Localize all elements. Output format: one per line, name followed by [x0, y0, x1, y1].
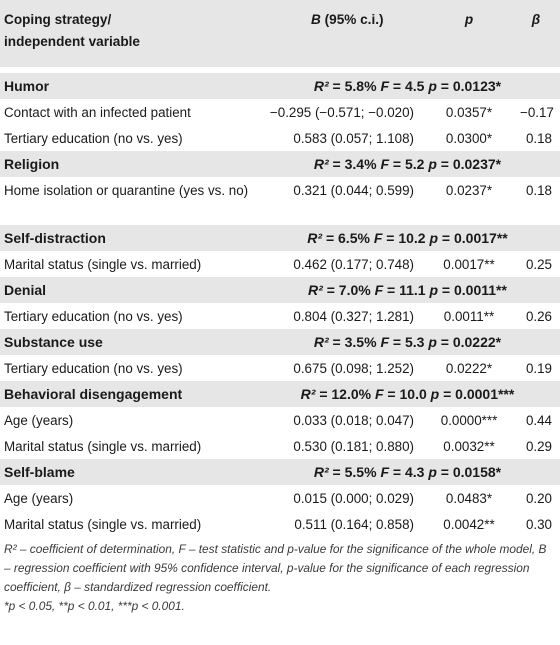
p-value: 0.0357*	[445, 104, 493, 120]
coping-strategy-name: Religion	[4, 156, 60, 172]
b-coefficient-ci: 0.015 (0.000; 0.029)	[293, 490, 414, 506]
p-value: 0.0237*	[445, 183, 493, 198]
model-statistics: R² = 6.5% F = 10.2 p = 0.0017**	[307, 230, 508, 246]
table-row	[0, 407, 560, 433]
section-row	[0, 277, 560, 303]
table-row	[0, 355, 560, 381]
table-header	[0, 0, 560, 73]
header-variable	[0, 0, 255, 67]
beta-coefficient: 0.20	[525, 490, 552, 506]
coping-strategy-name: Denial	[4, 282, 47, 298]
header-row	[0, 0, 560, 67]
independent-variable: Tertiary education (no vs. yes)	[4, 308, 183, 324]
b-coefficient-ci: 0.462 (0.177; 0.748)	[293, 256, 414, 272]
coping-strategy-name: Humor	[4, 78, 50, 94]
beta-coefficient: 0.18	[525, 183, 552, 198]
footnote-definitions: R² – coefficient of determination, F – test statistic and p-value for the significance of the whole model, B – regression coefficient with 95% confidence interval, p-value for the significance of each regression coefficient, β – standardized regression coefficient.	[4, 542, 547, 594]
model-statistics: R² = 5.5% F = 4.3 p = 0.0158*	[313, 464, 502, 480]
independent-variable: Age (years)	[4, 412, 74, 428]
b-coefficient-ci: 0.033 (0.018; 0.047)	[293, 412, 414, 428]
b-coefficient-ci: 0.321 (0.044; 0.599)	[293, 183, 414, 198]
p-value: 0.0000***	[440, 412, 498, 428]
b-coefficient-ci: −0.295 (−0.571; −0.020)	[269, 104, 414, 120]
independent-variable: Marital status (single vs. married)	[4, 256, 202, 272]
coping-strategy-name: Behavioral disengagement	[4, 386, 183, 402]
b-coefficient-ci: 0.530 (0.181; 0.880)	[293, 438, 414, 454]
beta-coefficient: 0.26	[525, 308, 552, 324]
p-value: 0.0300*	[445, 130, 493, 146]
independent-variable: Marital status (single vs. married)	[4, 438, 202, 454]
model-statistics: R² = 5.8% F = 4.5 p = 0.0123*	[313, 78, 502, 94]
table-row	[0, 303, 560, 329]
b-coefficient-ci: 0.804 (0.327; 1.281)	[293, 308, 414, 324]
b-coefficient-ci: 0.675 (0.098; 1.252)	[293, 360, 414, 376]
b-coefficient-ci: 0.511 (0.164; 0.858)	[294, 516, 414, 532]
independent-variable: Home isolation or quarantine (yes vs. no)	[4, 183, 249, 198]
beta-coefficient: 0.29	[525, 438, 552, 454]
beta-coefficient: 0.30	[525, 516, 552, 532]
header-b-symbol: B	[311, 12, 321, 27]
section-row	[0, 225, 560, 251]
beta-coefficient: 0.18	[525, 130, 552, 146]
p-value: 0.0042**	[443, 516, 495, 532]
independent-variable: Tertiary education (no vs. yes)	[4, 130, 183, 146]
p-value: 0.0483*	[445, 490, 493, 506]
coping-strategy-name: Substance use	[4, 334, 103, 350]
header-p: p	[464, 12, 474, 27]
p-value: 0.0222*	[445, 360, 493, 376]
section-row	[0, 151, 560, 177]
header-b-ci-text: (95% c.i.)	[320, 12, 384, 27]
table-row	[0, 485, 560, 511]
beta-coefficient: 0.44	[525, 412, 552, 428]
header-beta: β	[531, 12, 541, 27]
table-footnote	[4, 540, 556, 616]
independent-variable: Age (years)	[4, 490, 74, 506]
beta-coefficient: 0.25	[525, 256, 552, 272]
b-coefficient-ci: 0.583 (0.057; 1.108)	[293, 130, 414, 146]
table-row	[0, 433, 560, 459]
table-row	[0, 177, 560, 225]
header-variable-line2: independent variable	[4, 34, 140, 49]
coping-strategy-name: Self-distraction	[4, 230, 106, 246]
model-statistics: R² = 3.5% F = 5.3 p = 0.0222*	[313, 334, 502, 350]
beta-coefficient: −0.17	[520, 104, 554, 120]
independent-variable: Contact with an infected patient	[4, 104, 191, 120]
model-statistics: R² = 7.0% F = 11.1 p = 0.0011**	[308, 282, 507, 298]
section-row	[0, 329, 560, 355]
model-statistics: R² = 3.4% F = 5.2 p = 0.0237*	[313, 156, 502, 172]
section-row	[0, 73, 560, 99]
p-value: 0.0011**	[443, 308, 495, 324]
table-row	[0, 251, 560, 277]
table-body	[0, 73, 560, 537]
coping-strategy-name: Self-blame	[4, 464, 75, 480]
p-value: 0.0017**	[443, 256, 495, 272]
table-row	[0, 511, 560, 537]
section-row	[0, 459, 560, 485]
beta-coefficient: 0.19	[525, 360, 552, 376]
footnote-significance: *p < 0.05, **p < 0.01, ***p < 0.001.	[4, 599, 185, 613]
independent-variable: Tertiary education (no vs. yes)	[4, 360, 183, 376]
p-value: 0.0032**	[443, 438, 495, 454]
header-variable-line1: Coping strategy/	[4, 12, 112, 27]
table-row	[0, 125, 560, 151]
model-statistics: R² = 12.0% F = 10.0 p = 0.0001***	[300, 386, 515, 402]
header-b-ci	[255, 0, 422, 67]
section-row	[0, 381, 560, 407]
independent-variable: Marital status (single vs. married)	[4, 516, 202, 532]
table-row	[0, 99, 560, 125]
